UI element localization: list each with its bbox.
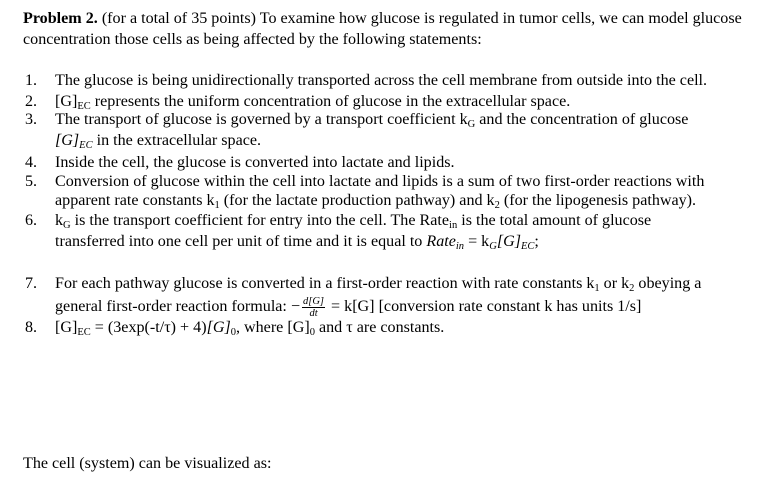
subscript: in [455,240,465,252]
statement-number: 6. [25,212,38,230]
statement-text: , where [G] [235,318,310,336]
statement-number: 4. [25,154,38,172]
statement-text: Inside the cell, the glucose is converted into lactate and lipids. [55,154,455,172]
problem-document [23,8,753,50]
statement-2 [25,93,715,114]
statement-text: k [55,212,64,230]
statement-8 [25,319,715,340]
math-text: = k [464,232,490,250]
subscript: G [467,119,476,131]
statement-list [25,72,715,338]
math-text: [G] [55,92,78,110]
subscript: 0 [230,326,236,338]
statement-text: (for the lactate production pathway) and k [219,191,495,209]
math-text: [G] [55,131,80,149]
problem-text: (for a total of 35 points) To examine how glucose is regulated in tumor cells, we can model glucose concentration those cells as being affected by the following statements: [23,10,742,48]
statement-7 [25,275,715,319]
statement-text: and τ are constants. [314,318,445,336]
statement-text: = k[G] [conversion rate constant k has units 1/s] [327,298,642,316]
statement-number: 2. [25,92,38,110]
math-text: [G] [496,232,521,250]
derivative-fraction [302,296,325,319]
fraction-denominator: dt [309,307,318,319]
subscript: in [449,220,458,232]
math-text: Rate [426,232,456,250]
statement-text: in the extracellular space. [92,131,262,149]
subscript: 2 [494,199,500,211]
statement-text: = (3exp(-t/τ) + 4) [90,318,207,336]
subscript: EC [77,326,91,338]
statement-text: represents the uniform concentration of glucose in the extracellular space. [90,92,571,110]
statement-number: 7. [25,275,38,293]
statement-6 [25,212,715,253]
statement-text: is the total amount of glucose transferred into one cell per unit of time and it is equal to [55,212,652,250]
math-text: [G] [206,318,231,336]
subscript: EC [520,240,535,252]
fraction-numerator: d[G] [303,295,325,307]
statement-number: 5. [25,172,38,190]
statement-text: or k [599,275,630,293]
subscript: 1 [594,283,600,295]
statement-1 [25,72,715,91]
statement-text: The glucose is being unidirectionally transported across the cell membrane from outside into the cell. [55,72,708,89]
statement-4 [25,154,715,173]
statement-text: (for the lipogenesis pathway). [499,191,697,209]
statement-5 [25,173,715,212]
subscript: 2 [629,283,635,295]
statement-text: For each pathway glucose is converted in a first-order reaction with rate constants k [55,275,595,293]
math-text: [G] [55,318,78,336]
statement-3 [25,111,715,152]
problem-label: Problem 2. [23,10,98,27]
subscript: EC [77,100,91,112]
statement-number: 8. [25,318,38,336]
statement-text: Conversion of glucose within the cell into lactate and lipids is a sum of two first-order reactions with apparent rate constants k [55,172,705,209]
statement-text: The transport of glucose is governed by a transport coefficient k [55,111,468,129]
statement-number: 3. [25,111,38,129]
statement-text: is the transport coefficient for entry into the cell. The Rate [70,212,450,230]
math-text: − [290,298,301,316]
subscript: G [489,240,497,252]
statement-number: 1. [25,72,38,89]
subscript: G [63,220,71,232]
subscript: 1 [214,199,220,211]
closing-text: The cell (system) can be visualized as: [23,455,272,472]
statement-text: ; [534,232,539,250]
subscript: EC [79,139,93,151]
statement-text: obeying a general first-order reaction formula: [55,275,702,316]
statement-text: and the concentration of glucose [475,111,689,129]
problem-intro [23,8,753,50]
subscript: 0 [309,326,315,338]
